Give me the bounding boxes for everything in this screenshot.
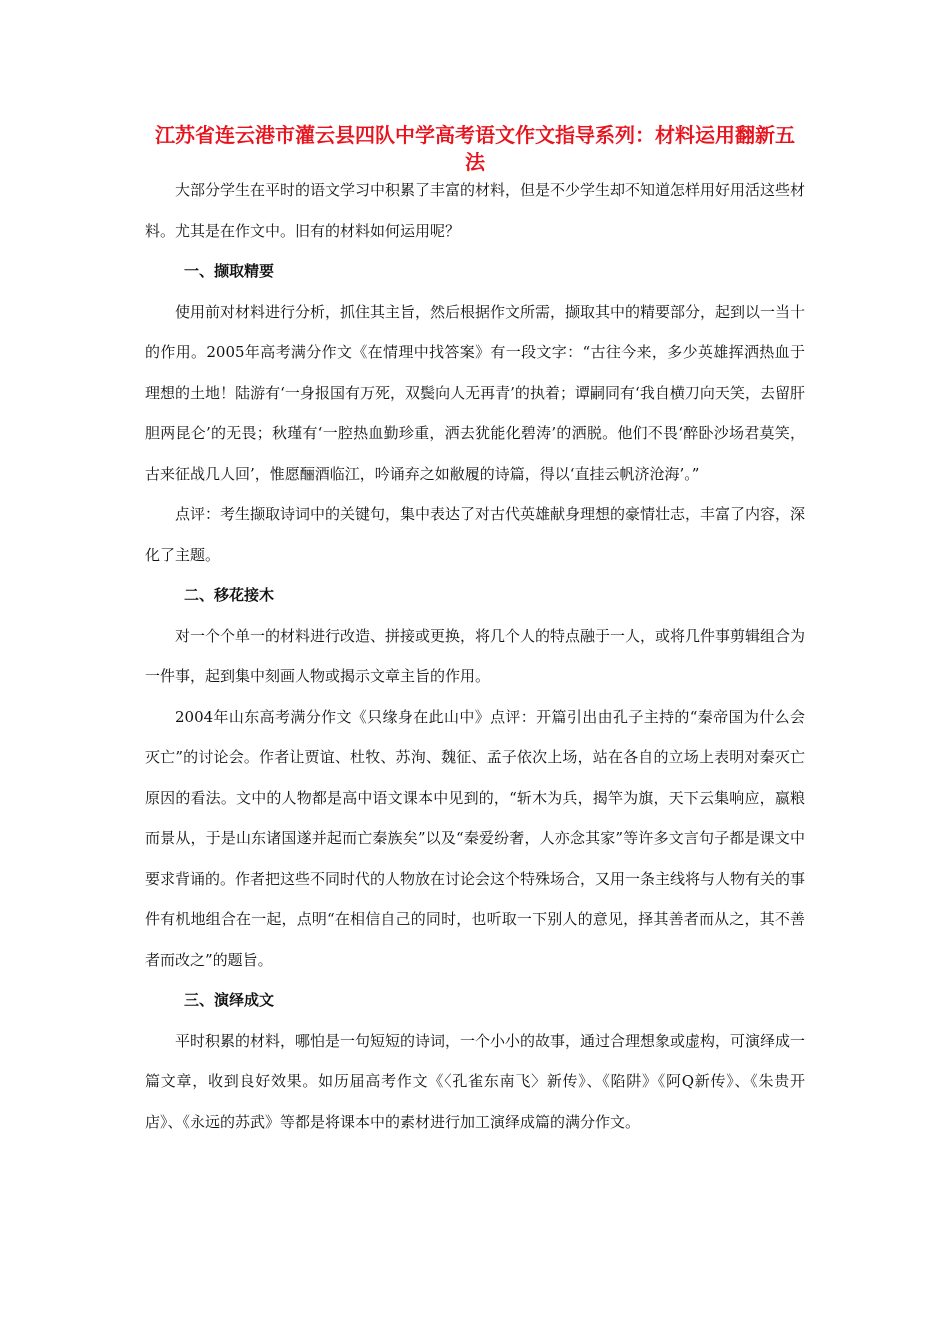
paragraph: 平时积累的材料，哪怕是一句短短的诗词，一个小小的故事，通过合理想象或虚构，可演绎成一篇文章，收到良好效果。如历届高考作文《〈孔雀东南飞〉新传》、《陷阱》《阿Q新传》、《朱贵开店》、《永远的苏武》等都是将课本中的素材进行加工演绎成篇的满分作文。 [145,1031,806,1131]
paragraph: 使用前对材料进行分析，抓住其主旨，然后根据作文所需，撷取其中的精要部分，起到以一当十的作用。2005年高考满分作文《在情理中找答案》有一段文字：“古往今来，多少英雄挥洒热血于理想的土地！陆游有‘一身报国有万死，双鬓向人无再青’的执着；谭嗣同有‘我自横刀向天笑，去留肝胆两昆仑’的无畏；秋瑾有‘一腔热血勤珍重，洒去犹能化碧涛’的洒脱。他们不畏‘醉卧沙场君莫笑，古来征战几人回’，惟愿酾酒临江，吟诵弃之如敝履的诗篇，得以‘直挂云帆济沧海’。” [145,302,806,483]
document-title: 江苏省连云港市灌云县四队中学高考语文作文指导系列：材料运用翻新五法 [155,123,795,174]
paragraph: 对一个个单一的材料进行改造、拼接或更换，将几个人的特点融于一人，或将几件事剪辑组合为一件事，起到集中刻画人物或揭示文章主旨的作用。 [145,626,806,685]
intro-paragraph: 大部分学生在平时的语文学习中积累了丰富的材料，但是不少学生却不知道怎样用好用活这些材料。尤其是在作文中。旧有的材料如何运用呢？ [145,181,806,240]
section-heading: 一、撷取精要 [184,262,275,280]
document-body [145,170,805,1142]
section-heading: 三、演绎成文 [184,991,275,1009]
paragraph: 2004年山东高考满分作文《只缘身在此山中》点评：开篇引出由孔子主持的“秦帝国为什么会灭亡”的讨论会。作者让贾谊、杜牧、苏洵、魏征、孟子依次上场，站在各自的立场上表明对秦灭亡原因的看法。文中的人物都是高中语文课本中见到的，“斩木为兵，揭竿为旗，天下云集响应，嬴粮而景从，于是山东诸国遂并起而亡秦族矣”以及“秦爱纷奢，人亦念其家”等许多文言句子都是课文中要求背诵的。作者把这些不同时代的人物放在讨论会这个特殊场合，又用一条主线将与人物有关的事件有机地组合在一起，点明“在相信自己的同时，也听取一下别人的意见，择其善者而从之，其不善者而改之”的题旨。 [145,707,806,969]
paragraph: 点评：考生撷取诗词中的关键句，集中表达了对古代英雄献身理想的豪情壮志，丰富了内容，深化了主题。 [145,505,806,564]
section-heading: 二、移花接木 [184,586,275,604]
